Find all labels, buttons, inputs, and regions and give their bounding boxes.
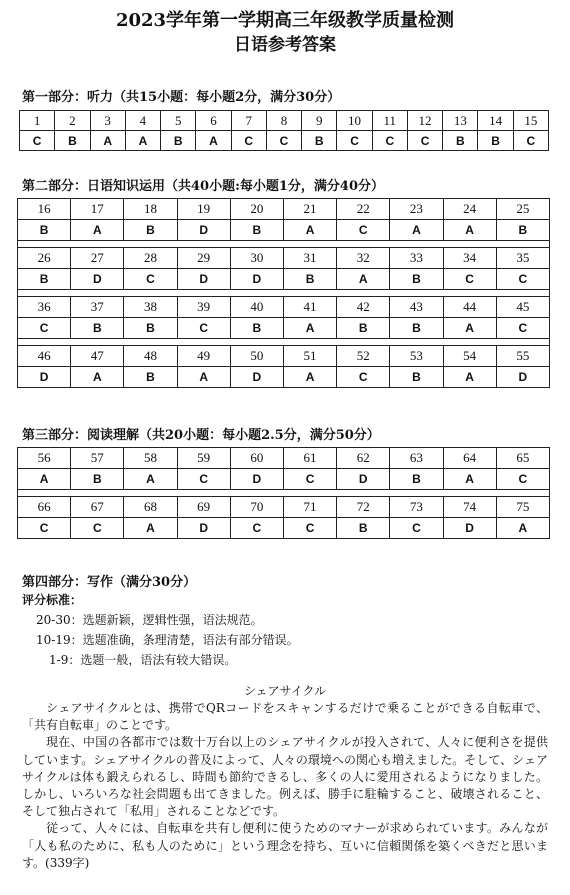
question-number-cell: 13 [443, 111, 478, 131]
answer-cell: C [513, 131, 548, 151]
answer-cell: C [283, 469, 336, 490]
answer-cell: C [177, 318, 230, 339]
answer-cell: C [177, 469, 230, 490]
question-number-cell: 60 [230, 448, 283, 469]
question-number-cell: 46 [18, 346, 71, 367]
answer-cell: C [230, 518, 283, 539]
question-number-cell: 25 [496, 199, 549, 220]
answer-cell: B [283, 269, 336, 290]
question-number-cell: 50 [230, 346, 283, 367]
answer-cell: A [71, 220, 124, 241]
answer-cell: A [283, 367, 336, 388]
answer-row [18, 469, 550, 490]
answer-cell: D [443, 518, 496, 539]
question-number-cell: 49 [177, 346, 230, 367]
answer-cell: B [55, 131, 90, 151]
row-spacer [18, 490, 550, 497]
answer-row [18, 220, 550, 241]
question-number-cell: 64 [443, 448, 496, 469]
answer-cell: A [124, 518, 177, 539]
question-number-row [18, 448, 550, 469]
answer-cell: A [443, 367, 496, 388]
question-number-cell: 29 [177, 248, 230, 269]
question-number-cell: 74 [443, 497, 496, 518]
question-number-cell: 24 [443, 199, 496, 220]
question-number-cell: 63 [390, 448, 443, 469]
question-number-cell: 67 [71, 497, 124, 518]
page-title: 2023学年第一学期高三年级教学质量检测 [115, 10, 455, 31]
answer-cell: D [337, 469, 390, 490]
answer-cell: A [90, 131, 125, 151]
question-number-cell: 37 [71, 297, 124, 318]
answer-cell: B [18, 220, 71, 241]
answer-cell: C [496, 318, 549, 339]
question-number-cell: 12 [407, 111, 442, 131]
question-number-cell: 33 [390, 248, 443, 269]
answer-row [20, 131, 549, 151]
answer-row [18, 367, 550, 388]
question-number-cell: 48 [124, 346, 177, 367]
answer-cell: C [20, 131, 55, 151]
answer-cell: C [496, 269, 549, 290]
question-number-cell: 73 [390, 497, 443, 518]
answer-cell: A [283, 318, 336, 339]
question-number-cell: 44 [443, 297, 496, 318]
answer-cell: D [230, 367, 283, 388]
answer-cell: C [337, 220, 390, 241]
question-number-cell: 6 [196, 111, 231, 131]
answer-cell: A [443, 220, 496, 241]
question-number-cell: 27 [71, 248, 124, 269]
question-number-cell: 32 [337, 248, 390, 269]
answer-cell: B [18, 269, 71, 290]
answer-cell: A [71, 367, 124, 388]
question-number-cell: 57 [71, 448, 124, 469]
answer-cell: C [407, 131, 442, 151]
answer-cell: B [124, 367, 177, 388]
question-number-cell: 3 [90, 111, 125, 131]
question-number-cell: 59 [177, 448, 230, 469]
question-number-cell: 42 [337, 297, 390, 318]
question-number-row [18, 297, 550, 318]
essay-paragraph: 現在、中国の各都市では数十万台以上のシェアサイクルが投入されて、人々に便利さを提供しています。シェアサイクルの普及によって、人々の環境への関心も増えました。そして、シェアサイクルは体も鍛えられるし、時間も節約できるし、多くの人に愛用されるようになりました。しかし、いろいろな社会問題も出てきました。例えば、勝手に駐輪すること、破壊されること、そして独占されて「私用」されることなどです。 [22, 735, 548, 819]
answer-cell: D [177, 269, 230, 290]
question-number-cell: 52 [337, 346, 390, 367]
question-number-cell: 62 [337, 448, 390, 469]
question-number-row [20, 111, 549, 131]
question-number-cell: 1 [20, 111, 55, 131]
question-number-cell: 69 [177, 497, 230, 518]
question-number-cell: 72 [337, 497, 390, 518]
answer-cell: A [177, 367, 230, 388]
question-number-cell: 15 [513, 111, 548, 131]
answer-cell: A [18, 469, 71, 490]
question-number-cell: 40 [230, 297, 283, 318]
part1-answer-table [19, 110, 549, 151]
answer-cell: A [283, 220, 336, 241]
answer-row [18, 269, 550, 290]
answer-cell: C [231, 131, 266, 151]
answer-cell: D [230, 269, 283, 290]
criteria-heading: 评分标准： [22, 593, 83, 607]
question-number-cell: 20 [230, 199, 283, 220]
question-number-cell: 28 [124, 248, 177, 269]
answer-cell: B [161, 131, 196, 151]
question-number-cell: 56 [18, 448, 71, 469]
question-number-cell: 35 [496, 248, 549, 269]
answer-cell: A [124, 469, 177, 490]
answer-cell: A [337, 269, 390, 290]
answer-row [18, 318, 550, 339]
question-number-cell: 10 [337, 111, 372, 131]
question-number-cell: 39 [177, 297, 230, 318]
part2-heading: 第二部分：日语知识运用（共40小题:每小题1分，满分40分） [22, 179, 385, 194]
answer-cell: D [177, 220, 230, 241]
question-number-cell: 51 [283, 346, 336, 367]
answer-cell: A [196, 131, 231, 151]
answer-cell: C [496, 469, 549, 490]
row-spacer [18, 290, 550, 297]
part3-heading: 第三部分：阅读理解（共20小题：每小题2.5分，满分50分） [22, 428, 380, 443]
part1-heading: 第一部分：听力（共15小题：每小题2分，满分30分） [22, 90, 341, 105]
answer-cell: B [302, 131, 337, 151]
answer-cell: B [390, 269, 443, 290]
answer-cell: B [337, 518, 390, 539]
answer-cell: A [125, 131, 160, 151]
answer-cell: C [443, 269, 496, 290]
criteria-item: 10-19：选题准确，条理清楚，语法有部分错误。 [36, 633, 299, 647]
answer-cell: C [337, 367, 390, 388]
question-number-cell: 31 [283, 248, 336, 269]
answer-cell: C [337, 131, 372, 151]
question-number-cell: 26 [18, 248, 71, 269]
question-number-row [18, 497, 550, 518]
question-number-cell: 34 [443, 248, 496, 269]
answer-cell: B [71, 469, 124, 490]
criteria-item: 1-9：选题一般，语法有较大错误。 [49, 653, 237, 667]
question-number-cell: 23 [390, 199, 443, 220]
answer-cell: A [496, 518, 549, 539]
essay-paragraph: 従って、人々には、自転車を共有し便利に使うためのマナーが求められています。みんなが「人も私のために、私も人のために」という理念を持ち、互いに信頼関係を築くべきだと思います。(339字) [22, 821, 548, 870]
essay-title: シェアサイクル [243, 684, 327, 698]
answer-cell: B [443, 131, 478, 151]
question-number-row [18, 346, 550, 367]
answer-cell: B [478, 131, 513, 151]
question-number-cell: 11 [372, 111, 407, 131]
part3-answer-table [17, 447, 550, 539]
question-number-cell: 61 [283, 448, 336, 469]
answer-cell: A [390, 220, 443, 241]
question-number-cell: 14 [478, 111, 513, 131]
question-number-cell: 38 [124, 297, 177, 318]
answer-cell: C [390, 518, 443, 539]
question-number-row [18, 199, 550, 220]
answer-cell: C [18, 518, 71, 539]
answer-cell: B [71, 318, 124, 339]
question-number-cell: 70 [230, 497, 283, 518]
question-number-cell: 66 [18, 497, 71, 518]
question-number-cell: 41 [283, 297, 336, 318]
question-number-cell: 19 [177, 199, 230, 220]
question-number-cell: 36 [18, 297, 71, 318]
question-number-cell: 9 [302, 111, 337, 131]
question-number-cell: 21 [283, 199, 336, 220]
question-number-cell: 43 [390, 297, 443, 318]
question-number-cell: 4 [125, 111, 160, 131]
answer-cell: B [230, 220, 283, 241]
question-number-cell: 22 [337, 199, 390, 220]
answer-cell: A [443, 469, 496, 490]
answer-cell: D [18, 367, 71, 388]
question-number-cell: 65 [496, 448, 549, 469]
question-number-cell: 45 [496, 297, 549, 318]
question-number-cell: 55 [496, 346, 549, 367]
answer-cell: C [18, 318, 71, 339]
question-number-cell: 17 [71, 199, 124, 220]
answer-cell: B [337, 318, 390, 339]
question-number-cell: 2 [55, 111, 90, 131]
answer-cell: B [230, 318, 283, 339]
answer-cell: B [390, 469, 443, 490]
answer-row [18, 518, 550, 539]
question-number-cell: 54 [443, 346, 496, 367]
row-spacer [18, 241, 550, 248]
answer-cell: C [372, 131, 407, 151]
answer-cell: D [71, 269, 124, 290]
answer-cell: B [496, 220, 549, 241]
question-number-cell: 68 [124, 497, 177, 518]
question-number-cell: 71 [283, 497, 336, 518]
answer-cell: C [124, 269, 177, 290]
criteria-item: 20-30：选题新颖，逻辑性强，语法规范。 [36, 613, 263, 627]
question-number-cell: 47 [71, 346, 124, 367]
question-number-cell: 7 [231, 111, 266, 131]
answer-cell: C [283, 518, 336, 539]
question-number-cell: 58 [124, 448, 177, 469]
question-number-row [18, 248, 550, 269]
answer-cell: C [71, 518, 124, 539]
answer-cell: A [443, 318, 496, 339]
question-number-cell: 18 [124, 199, 177, 220]
answer-cell: D [177, 518, 230, 539]
question-number-cell: 30 [230, 248, 283, 269]
part2-answer-table [17, 198, 550, 388]
page-subtitle: 日语参考答案 [234, 35, 336, 55]
question-number-cell: 8 [266, 111, 301, 131]
question-number-cell: 75 [496, 497, 549, 518]
answer-cell: C [266, 131, 301, 151]
row-spacer [18, 339, 550, 346]
question-number-cell: 5 [161, 111, 196, 131]
essay-paragraph: シェアサイクルとは、携帯でQRコードをスキャンするだけで乗ることができる自転車で、「共有自転車」のことです。 [22, 701, 548, 733]
answer-cell: D [496, 367, 549, 388]
question-number-cell: 53 [390, 346, 443, 367]
answer-cell: B [390, 318, 443, 339]
answer-cell: B [390, 367, 443, 388]
answer-cell: D [230, 469, 283, 490]
question-number-cell: 16 [18, 199, 71, 220]
part4-heading: 第四部分：写作（满分30分） [22, 575, 197, 590]
essay-body [22, 700, 548, 872]
answer-cell: B [124, 318, 177, 339]
answer-cell: B [124, 220, 177, 241]
